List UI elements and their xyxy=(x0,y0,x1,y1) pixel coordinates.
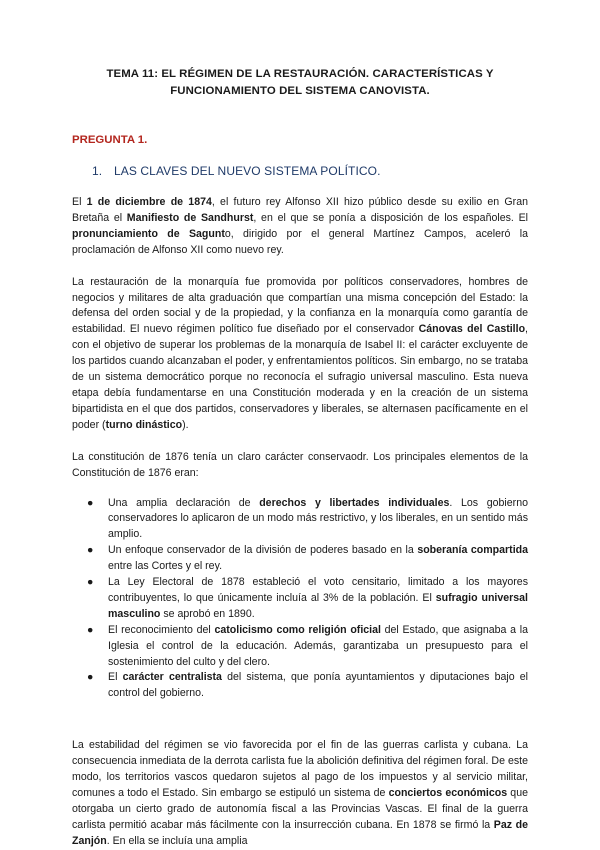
list-item xyxy=(72,543,528,575)
p1-text-1: El xyxy=(72,196,87,208)
p1-bold-pronunciamiento: pronunciamiento de Sagunt xyxy=(72,227,225,240)
item-text: Una amplia declaración de xyxy=(108,496,260,509)
bullet-icon: ● xyxy=(87,623,94,636)
item-text: Un enfoque conservador de la división de poderes basado en la xyxy=(108,544,418,557)
document-title xyxy=(72,66,528,100)
bullet-icon: ● xyxy=(87,671,94,684)
constitution-elements-list xyxy=(72,496,528,703)
item-text: se aprobó en 1890. xyxy=(160,607,255,620)
p2-text-2: , con el objetivo de superar los problemas de la monarquía de Isabel II: el carácter excluyente de los partidos cuando alcanzaban el poder, y enfrentamientos políticos. Sin embargo, no se trataba de un sistema democrático porque no reconocía el sufragio universal masculino. Esta nueva etapa debía fundamentarse en una Constitución moderada y en la creación de un sistema bipartidista en el que dos partidos, conservadores y liberales, se alternasen pacíficamente en el poder ( xyxy=(72,323,528,431)
p4-bold-conciertos: conciertos económicos xyxy=(388,787,508,799)
p4-text-3: . En ella se incluía una amplia xyxy=(106,834,248,847)
item-text: La Ley Electoral de 1878 estableció el voto censitario, limitado a los mayores contribuyentes, lo que únicamente incluía al 3% de la población. El xyxy=(108,576,528,604)
item-bold: carácter centralista xyxy=(122,671,222,684)
item-text: del sistema, que ponía ayuntamientos y diputaciones bajo el control del gobierno. xyxy=(108,671,528,700)
list-item xyxy=(72,575,528,623)
p1-text-3: , en el que se ponía a disposición de los españoles. El xyxy=(253,211,528,224)
p2-bold-canovas: Cánovas del Castillo xyxy=(418,323,526,336)
item-text: El reconocimiento del xyxy=(108,623,215,636)
section-heading xyxy=(92,164,528,178)
item-bold: sufragio universal masculino xyxy=(108,591,528,620)
p1-bold-date: 1 de diciembre de 1874 xyxy=(86,196,212,208)
question-heading: PREGUNTA 1. xyxy=(72,134,148,146)
p1-text-2: , el futuro rey Alfonso XII hizo público desde su exilio en Gran Bretaña el xyxy=(72,196,528,224)
p1-bold-manifiesto: Manifiesto de Sandhurst xyxy=(126,211,254,224)
list-item xyxy=(72,670,528,702)
p2-bold-turno: turno dinástico xyxy=(105,418,183,431)
p2-text-3: ). xyxy=(182,418,189,431)
bullet-icon: ● xyxy=(87,544,94,557)
item-bold: catolicismo como religión oficial xyxy=(214,623,381,636)
p4-text-1: La estabilidad del régimen se vio favorecida por el fin de las guerras carlista y cubana. La consecuencia inmediata de la derrota carlista fue la abolición definitiva del régimen foral. De este modo, los territorios vascos quedaron sujetos al pago de los impuestos y al servicio militar, comunes a todo el Estado. Sin embargo se estipuló un sistema de xyxy=(72,739,528,799)
title-line-2: FUNCIONAMIENTO DEL SISTEMA CANOVISTA. xyxy=(170,85,430,97)
bullet-icon: ● xyxy=(87,576,94,589)
p1-text-4: o, dirigido por el general Martínez Campos, aceleró la proclamación de Alfonso XII como nuevo rey. xyxy=(72,227,528,256)
item-text: del Estado, que asignaba a la Iglesia el control de la educación. Además, garantizaba un presupuesto para el sostenimiento del culto y del clero. xyxy=(108,623,528,668)
p2-text-1: La restauración de la monarquía fue promovida por políticos conservadores, hombres de negocios y militares de alta graduación que compartían una misma concepción del Estado: la defensa del orden social y de la propiedad, y la confianza en la monarquía como garantía de estabilidad. El nuevo régimen político fue diseñado por el conservador xyxy=(72,275,528,336)
item-bold: derechos y libertades individuales xyxy=(259,496,450,509)
paragraph-intro xyxy=(72,195,528,259)
title-line-1: TEMA 11: EL RÉGIMEN DE LA RESTAURACIÓN. CARACTERÍSTICAS Y xyxy=(106,68,494,80)
paragraph-constitucion: La constitución de 1876 tenía un claro carácter conservaodr. Los principales elementos de la Constitución de 1876 eran: xyxy=(72,450,528,479)
paragraph-estabilidad xyxy=(72,738,528,849)
item-text: entre las Cortes y el rey. xyxy=(108,560,223,573)
list-item xyxy=(72,496,528,544)
item-bold: soberanía compartida xyxy=(417,544,529,557)
section-number: 1. xyxy=(92,164,103,178)
list-item xyxy=(72,623,528,671)
paragraph-restauracion xyxy=(72,275,528,434)
section-title: LAS CLAVES DEL NUEVO SISTEMA POLÍTICO. xyxy=(114,164,381,178)
p4-text-2: que otorgaba un cierto grado de autonomía fiscal a las Provincias Vascas. El final de la guerra carlista permitió acabar más fácilmente con la insurrección cubana. En 1878 se firmó la xyxy=(72,787,528,831)
p4-bold-zanjon: Paz de Zanjón xyxy=(72,818,529,847)
item-text: El xyxy=(108,671,123,684)
bullet-icon: ● xyxy=(87,496,94,509)
item-text: . Los gobierno conservadores lo aplicaron de un modo más restrictivo, y los liberales, en un sentido más amplio. xyxy=(108,496,528,541)
